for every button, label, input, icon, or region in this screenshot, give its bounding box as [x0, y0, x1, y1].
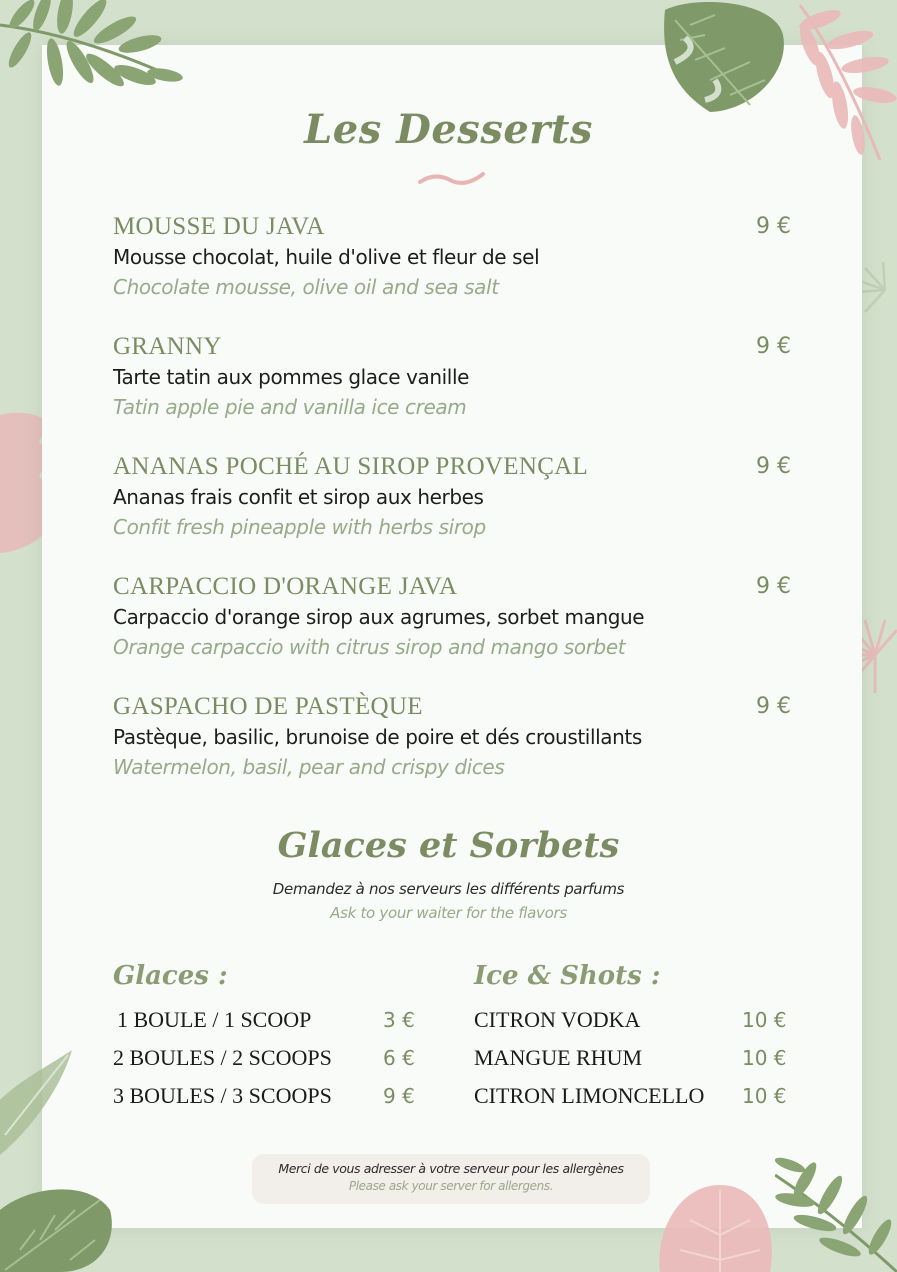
section-title-ice-cream: Glaces et Sorbets [277, 825, 620, 866]
allergen-note-box [252, 1154, 650, 1204]
dessert-description-en: Watermelon, basil, pear and crispy dices [113, 755, 505, 779]
glace-item-label: 3 BOULES / 3 SCOOPS [113, 1083, 332, 1108]
dessert-name: MOUSSE DU JAVA [113, 213, 325, 240]
allergen-note-fr: Merci de vous adresser à votre serveur pour les allergènes [278, 1161, 624, 1176]
ice-shots-heading: Ice & Shots : [474, 961, 661, 991]
shot-item-label: MANGUE RHUM [474, 1045, 643, 1070]
dessert-description-fr: Tarte tatin aux pommes glace vanille [113, 365, 470, 389]
dessert-item [113, 332, 803, 422]
dessert-description-en: Confit fresh pineapple with herbs sirop [113, 515, 486, 539]
glace-item-price: 6 € [383, 1046, 415, 1070]
allergen-note-en: Please ask your server for allergens. [348, 1179, 554, 1193]
flavors-note-fr: Demandez à nos serveurs les différents parfums [272, 880, 625, 898]
dessert-item [113, 572, 803, 662]
dessert-item [113, 212, 803, 302]
glace-item-label: 1 BOULE / 1 SCOOP [117, 1007, 312, 1032]
dessert-price: 9 € [756, 574, 791, 599]
dessert-description-fr: Carpaccio d'orange sirop aux agrumes, sorbet mangue [113, 605, 645, 629]
decorative-squiggle-icon [417, 170, 487, 190]
shot-item-label: CITRON VODKA [474, 1007, 641, 1032]
flavors-note-en: Ask to your waiter for the flavors [330, 904, 567, 922]
dessert-description-en: Chocolate mousse, olive oil and sea salt [113, 275, 499, 299]
dessert-item [113, 452, 803, 542]
dessert-description-fr: Pastèque, basilic, brunoise de poire et dés croustillants [113, 725, 642, 749]
dessert-price: 9 € [756, 454, 791, 479]
dessert-price: 9 € [756, 694, 791, 719]
shot-item-price: 10 € [742, 1008, 787, 1032]
glaces-heading: Glaces : [113, 961, 228, 991]
dessert-price: 9 € [756, 334, 791, 359]
dessert-price: 9 € [756, 214, 791, 239]
shot-item-label: CITRON LIMONCELLO [474, 1083, 705, 1108]
dessert-description-fr: Mousse chocolat, huile d'olive et fleur de sel [113, 245, 540, 269]
dessert-name: CARPACCIO D'ORANGE JAVA [113, 573, 458, 600]
glace-item-price: 3 € [383, 1008, 415, 1032]
dessert-description-en: Tatin apple pie and vanilla ice cream [113, 395, 467, 419]
shot-item-price: 10 € [742, 1084, 787, 1108]
dessert-description-en: Orange carpaccio with citrus sirop and mango sorbet [113, 635, 626, 659]
glace-item-label: 2 BOULES / 2 SCOOPS [113, 1045, 332, 1070]
dessert-name: GRANNY [113, 333, 222, 360]
shot-item-price: 10 € [742, 1046, 787, 1070]
page-title: Les Desserts [304, 106, 593, 153]
dessert-item [113, 692, 803, 782]
glace-item-price: 9 € [383, 1084, 415, 1108]
dessert-description-fr: Ananas frais confit et sirop aux herbes [113, 485, 484, 509]
dessert-name: GASPACHO DE PASTÈQUE [113, 693, 423, 720]
dessert-name: ANANAS POCHÉ AU SIROP PROVENÇAL [113, 453, 589, 480]
